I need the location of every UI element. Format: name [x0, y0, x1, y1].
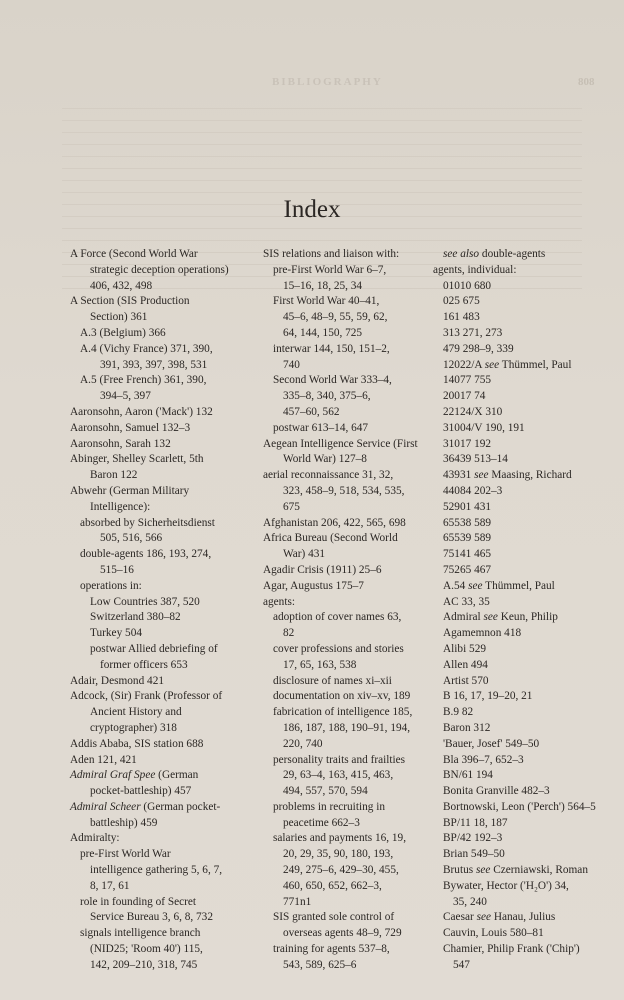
index-entry-line: B 16, 17, 19–20, 21	[443, 690, 533, 703]
index-entry-line: Bonita Granville 482–3	[443, 785, 550, 798]
index-entry-line: 82	[283, 627, 295, 640]
index-entry-line: training for agents 537–8,	[273, 943, 390, 956]
index-entry-line: Allen 494	[443, 658, 488, 671]
index-entry-line: agents, individual:	[433, 263, 517, 276]
index-entry-line: documentation on xiv–xv, 189	[273, 690, 411, 703]
index-entry-line: Aaronsohn, Samuel 132–3	[70, 421, 191, 434]
index-entry-line: 36439 513–14	[443, 453, 508, 466]
index-entry-line: Agadir Crisis (1911) 25–6	[263, 563, 382, 576]
index-entry-line: 31017 192	[443, 437, 492, 450]
index-entry-line: Alibi 529	[443, 642, 486, 655]
index-entry-line: 220, 740	[283, 737, 323, 750]
index-entry-line: 505, 516, 566	[100, 532, 163, 545]
index-entry-line: 025 675	[443, 295, 480, 308]
index-entry-line: Baron 312	[443, 721, 491, 734]
index-entry-line: 44084 202–3	[443, 484, 503, 497]
index-entry-line: 479 298–9, 339	[443, 342, 514, 355]
index-entry-line: Second World War 333–4,	[273, 374, 392, 387]
index-entry-line: adoption of cover names 63,	[273, 611, 402, 624]
index-entry-line: Ancient History and	[90, 706, 182, 719]
index-entry-line: 64, 144, 150, 725	[283, 326, 363, 339]
index-entry-line: signals intelligence branch	[80, 927, 201, 940]
index-entry-line: agents:	[263, 595, 295, 608]
index-entry-line: A.4 (Vichy France) 371, 390,	[80, 342, 213, 355]
index-entry-line: B.9 82	[443, 706, 474, 719]
index-column-2	[263, 247, 433, 974]
index-entry-line: 313 271, 273	[443, 326, 503, 339]
index-entry-line: Artist 570	[443, 674, 489, 687]
index-entry-line: Bla 396–7, 652–3	[443, 753, 524, 766]
index-entry-line: Aegean Intelligence Service (First	[263, 437, 418, 450]
index-entry-line: 22124/X 310	[443, 405, 503, 418]
index-entry-line: cryptographer) 318	[90, 721, 177, 734]
bleed-through-header: BIBLIOGRAPHY	[272, 76, 383, 88]
index-entry-line: Turkey 504	[90, 627, 142, 640]
index-entry-line: BN/61 194	[443, 769, 493, 782]
index-entry-line: 35, 240	[453, 895, 487, 908]
index-entry-line: SIS granted sole control of	[273, 911, 395, 924]
index-entry-line: Aden 121, 421	[70, 753, 137, 766]
index-entry-line: disclosure of names xi–xii	[273, 674, 392, 687]
index-entry-line: Agar, Augustus 175–7	[263, 579, 364, 592]
index-entry-line: 31004/V 190, 191	[443, 421, 525, 434]
index-entry-line: pre-First World War	[80, 848, 171, 861]
index-entry-line: battleship) 459	[90, 816, 158, 829]
index-entry-line: salaries and payments 16, 19,	[273, 832, 407, 845]
index-entry-line: 12022/A see Thümmel, Paul	[443, 358, 572, 371]
index-entry-line: 323, 458–9, 518, 534, 535,	[283, 484, 405, 497]
index-entry-line: 75141 465	[443, 548, 492, 561]
index-entry-line: 249, 275–6, 429–30, 455,	[283, 864, 399, 877]
index-entry-line: 01010 680	[443, 279, 492, 292]
index-entry-line: A Section (SIS Production	[70, 295, 190, 308]
index-entry-line: 740	[283, 358, 300, 371]
index-entry-line: pocket-battleship) 457	[90, 785, 192, 798]
index-entry-line: Afghanistan 206, 422, 565, 698	[263, 516, 406, 529]
index-entry-line: BP/11 18, 187	[443, 816, 508, 829]
index-entry-line: 65539 589	[443, 532, 492, 545]
index-entry-line: Admiral Scheer (German pocket-	[70, 800, 221, 813]
index-entry-line: Aaronsohn, Aaron ('Mack') 132	[70, 405, 213, 418]
index-entry-line: 43931 see Maasing, Richard	[443, 469, 572, 482]
index-entry-line: Admiralty:	[70, 832, 120, 845]
index-entry-line: Abwehr (German Military	[70, 484, 190, 497]
page-title: Index	[283, 196, 341, 223]
index-entry-line: Bortnowski, Leon ('Perch') 564–5	[443, 800, 596, 813]
index-entry-line: former officers 653	[100, 658, 188, 671]
index-entry-line: see also double-agents	[443, 248, 546, 260]
index-entry-line: aerial reconnaissance 31, 32,	[263, 469, 394, 482]
index-entry-line: 20, 29, 35, 90, 180, 193,	[283, 848, 394, 861]
index-entry-line: peacetime 662–3	[283, 816, 360, 829]
index-entry-line: Cauvin, Louis 580–81	[443, 927, 544, 940]
bleed-through-page-number: 808	[578, 76, 595, 88]
index-entry-line: AC 33, 35	[443, 595, 490, 608]
index-entry-line: Brutus see Czerniawski, Roman	[443, 864, 588, 877]
index-entry-line: 17, 65, 163, 538	[283, 658, 357, 671]
index-entry-line: 406, 432, 498	[90, 279, 153, 292]
index-entry-line: 391, 393, 397, 398, 531	[100, 358, 208, 371]
index-entry-line: 65538 589	[443, 516, 492, 529]
index-entry-line: 52901 431	[443, 500, 492, 513]
index-entry-line: 20017 74	[443, 390, 486, 403]
index-entry-line: 771n1	[283, 895, 312, 908]
index-entry-line: A.54 see Thümmel, Paul	[443, 579, 555, 592]
index-entry-line: SIS relations and liaison with:	[263, 248, 400, 260]
index-entry-line: 675	[283, 500, 300, 513]
index-entry-line: A Force (Second World War	[70, 248, 198, 260]
index-entry-line: 515–16	[100, 563, 134, 576]
index-entry-line: War) 431	[283, 548, 326, 561]
index-entry-line: A.3 (Belgium) 366	[80, 326, 166, 339]
index-entry-line: 75265 467	[443, 563, 492, 576]
index-entry-line: intelligence gathering 5, 6, 7,	[90, 864, 223, 877]
index-entry-line: Service Bureau 3, 6, 8, 732	[90, 911, 213, 924]
index-column-1	[70, 247, 260, 974]
index-entry-line: 142, 209–210, 318, 745	[90, 958, 198, 971]
index-entry-line: Addis Ababa, SIS station 688	[70, 737, 204, 750]
index-entry-line: cover professions and stories	[273, 642, 404, 655]
index-entry-line: operations in:	[80, 579, 142, 592]
index-entry-line: role in founding of Secret	[80, 895, 197, 908]
index-entry-line: Agamemnon 418	[443, 627, 522, 640]
index-column-3	[433, 247, 603, 974]
index-entry-line: First World War 40–41,	[273, 295, 380, 308]
index-entry-line: 394–5, 397	[100, 390, 151, 403]
index-entry-line: double-agents 186, 193, 274,	[80, 548, 212, 561]
index-entry-line: Caesar see Hanau, Julius	[443, 911, 556, 924]
index-entry-line: 15–16, 18, 25, 34	[283, 279, 363, 292]
index-entry-line: World War) 127–8	[283, 453, 367, 466]
index-entry-line: Adcock, (Sir) Frank (Professor of	[70, 690, 223, 703]
index-entry-line: BP/42 192–3	[443, 832, 503, 845]
index-entry-line: Abinger, Shelley Scarlett, 5th	[70, 453, 204, 466]
index-entry-line: Bywater, Hector ('H₂O') 34,	[443, 879, 569, 892]
index-entry-line: fabrication of intelligence 185,	[273, 706, 413, 719]
index-entry-line: 494, 557, 570, 594	[283, 785, 368, 798]
index-entry-line: 45–6, 48–9, 55, 59, 62,	[283, 311, 388, 324]
index-entry-line: 29, 63–4, 163, 415, 463,	[283, 769, 394, 782]
index-entry-line: strategic deception operations)	[90, 263, 229, 276]
index-entry-line: Baron 122	[90, 469, 138, 482]
index-entry-line: personality traits and frailties	[273, 753, 406, 766]
index-entry-line: Intelligence):	[90, 500, 151, 513]
index-entry-line: Chamier, Philip Frank ('Chip')	[443, 943, 580, 956]
index-entry-line: Switzerland 380–82	[90, 611, 181, 624]
index-entry-line: pre-First World War 6–7,	[273, 263, 387, 276]
index-entry-line: 14077 755	[443, 374, 492, 387]
index-entry-line: 'Bauer, Josef' 549–50	[443, 737, 540, 750]
index-entry-line: A.5 (Free French) 361, 390,	[80, 374, 207, 387]
index-entry-line: problems in recruiting in	[273, 800, 386, 813]
index-entry-line: Section) 361	[90, 311, 148, 324]
index-entry-line: Brian 549–50	[443, 848, 505, 861]
index-entry-line: 8, 17, 61	[90, 879, 130, 892]
index-entry-line: overseas agents 48–9, 729	[283, 927, 402, 940]
index-entry-line: 460, 650, 652, 662–3,	[283, 879, 382, 892]
index-entry-line: 186, 187, 188, 190–91, 194,	[283, 721, 411, 734]
index-entry-line: Adair, Desmond 421	[70, 674, 164, 687]
index-entry-line: Low Countries 387, 520	[90, 595, 200, 608]
index-entry-line: 335–8, 340, 375–6,	[283, 390, 371, 403]
index-entry-line: Admiral see Keun, Philip	[443, 611, 558, 624]
index-entry-line: interwar 144, 150, 151–2,	[273, 342, 390, 355]
index-entry-line: absorbed by Sicherheitsdienst	[80, 516, 215, 529]
index-entry-line: Aaronsohn, Sarah 132	[70, 437, 171, 450]
index-entry-line: (NID25; 'Room 40') 115,	[90, 943, 203, 956]
index-entry-line: postwar 613–14, 647	[273, 421, 369, 434]
index-entry-line: Admiral Graf Spee (German	[70, 769, 199, 782]
index-entry-line: Africa Bureau (Second World	[263, 532, 398, 545]
index-entry-line: 543, 589, 625–6	[283, 958, 357, 971]
index-entry-line: 457–60, 562	[283, 405, 340, 418]
index-entry-line: 547	[453, 958, 470, 971]
index-entry-line: postwar Allied debriefing of	[90, 642, 218, 655]
index-entry-line: 161 483	[443, 311, 480, 324]
